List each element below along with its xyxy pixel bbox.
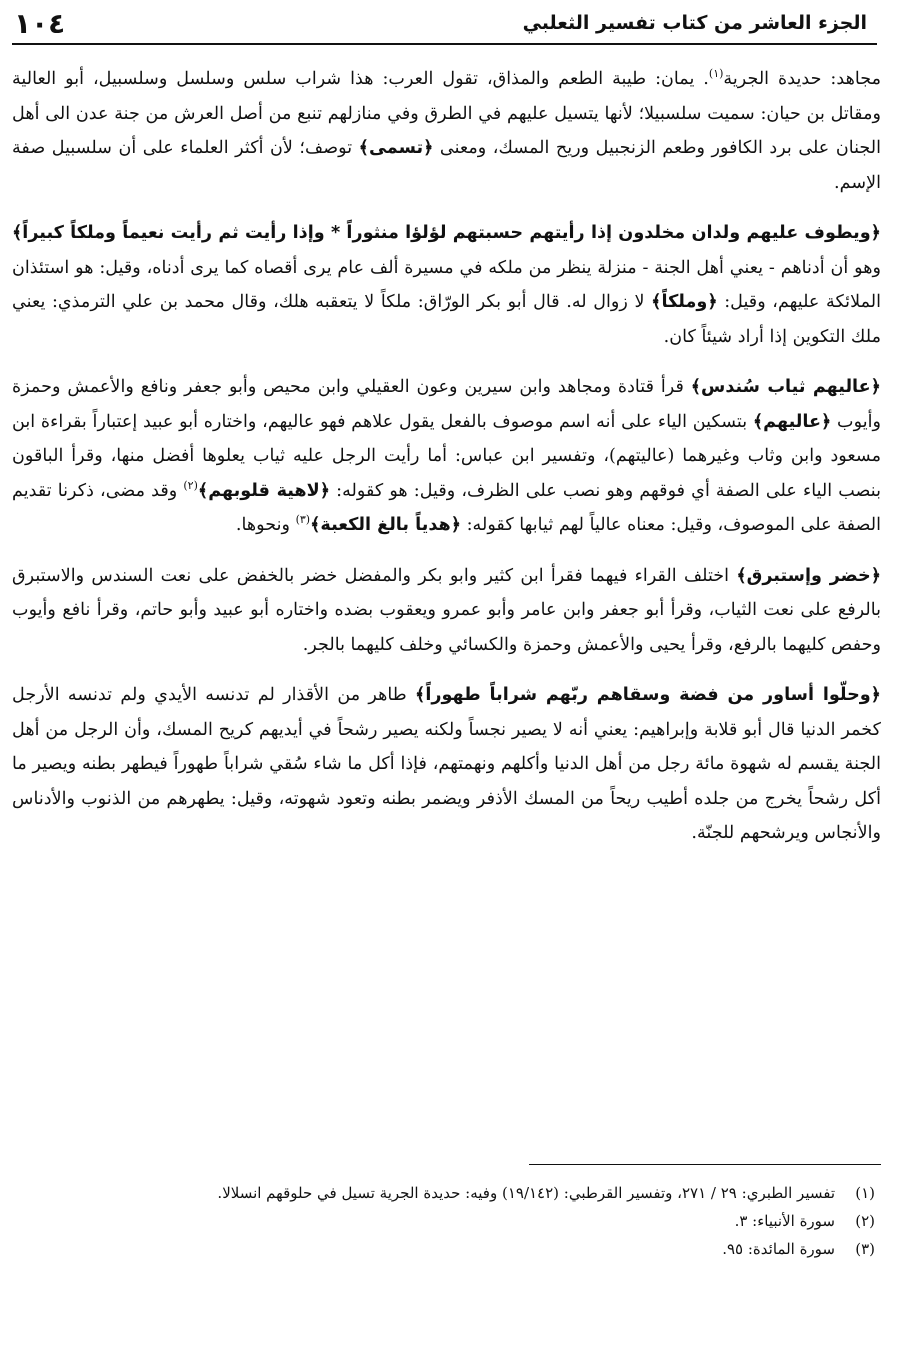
page-number: ١٠٤ <box>14 6 66 40</box>
text-run: بتسكين الياء على أنه اسم موصوف بالفعل يقول علاهم فهو عاليهم، واختاره أبو عبيد إعتباراً بقراءة ابن مسعود وابن وثاب وغيرهما (عاليتهم)، وتفسير ابن عباس: أما رأيت الرجل عليه ثياب يعلوها أفضل منها، وقرأ الباقون بنصب الياء على الصفة أي فوقهم وهو نصب على الظرف، وقيل: هو كقوله: <box>12 411 881 501</box>
quran-quote: ﴿تسمى﴾ <box>358 138 434 158</box>
page-header <box>14 6 867 40</box>
quran-quote: ﴿عاليهم﴾ <box>752 411 832 432</box>
paragraph <box>12 62 881 200</box>
paragraph <box>12 216 881 354</box>
footnote-separator <box>529 1164 881 1165</box>
quran-quote: ﴿هدياً بالغ الكعبة﴾ <box>310 515 462 535</box>
paragraph <box>12 559 881 663</box>
text-run: ونحوها. <box>235 515 296 535</box>
text-run: وهو أن أدناهم - يعني أهل الجنة - منزلة ينظر من ملكه في مسيرة ألف عام يرى أقصاه كما يرى أدناه، وقيل: هو استئذان الملائكة عليهم، وقيل: <box>12 257 881 312</box>
quran-quote: ﴿وملكاً﴾ <box>651 292 718 312</box>
footnote <box>24 1179 875 1207</box>
text-run: وقد مضى، ذكرنا تقديم الصفة على الموصوف، وقيل: معناه عالياً لهم ثيابها كقوله: <box>12 480 881 535</box>
text-run: . يمان: طيبة الطعم والمذاق، تقول العرب: هذا شراب سلس وسلسل وسلسبيل، أبو العالية ومقاتل بن حيان: سميت سلسبيلا؛ لأنها يتسيل عليهم في الطرق وفي منازلهم تنبع من أصل العرش من جنة عدن الى أهل الجنان على برد الكافور وطعم الزنجبيل وريح المسك، ومعنى <box>12 69 882 158</box>
text-run: قرأ قتادة ومجاهد وابن سيرين وعون العقيلي وابن محيص وأبو جعفر ونافع والأعمش وحمزة وأيوب <box>12 377 881 432</box>
footnotes <box>24 1179 875 1263</box>
header-rule <box>12 43 877 45</box>
footnote-marker: (٢) <box>183 478 198 492</box>
body-text <box>12 62 881 867</box>
paragraph <box>12 370 881 543</box>
text-run: مجاهد: حديدة الجرية <box>723 69 881 89</box>
footnote <box>24 1235 875 1263</box>
footnote-number: (١) <box>855 1184 875 1202</box>
text-run: اختلف القراء فيهما فقرأ ابن كثير وابو بكر والمفضل خضر بالخفض على نعت السندس والاستبرق بالرفع على نعت الثياب، وقرأ أبو جعفر وابن عامر وأبو عمرو ويعقوب بضده واختاره أبو عبيد وأبو حاتم، وقرأ نافع وأيوب وحفص كليهما بالرفع، وقرأ يحيى والأعمش وحمزة والكسائي وخلف كليهما بالجر. <box>12 565 881 655</box>
footnote <box>24 1207 875 1235</box>
footnote-marker: (١) <box>708 67 724 81</box>
quran-quote: ﴿عاليهم ثياب سُندس﴾ <box>690 377 881 397</box>
text-run: توصف؛ لأن أكثر العلماء على أن سلسبيل صفة الإسم. <box>12 138 881 193</box>
footnote-text: سورة الأنبياء: ٣. <box>734 1212 835 1230</box>
quran-quote: ﴿خضر وإستبرق﴾ <box>736 565 882 586</box>
footnote-text: تفسير الطبري: ٢٩ / ٢٧١، وتفسير القرطبي: (١٩/١٤٢) وفيه: حديدة الجرية تسيل في حلوقهم انسلالا. <box>217 1184 835 1202</box>
paragraph <box>12 678 881 851</box>
text-run: لا زوال له. قال أبو بكر الورّاق: ملكاً لا يتعقبه هلك، وقال محمد بن علي الترمذي: يعني ملك التكوين إذا أراد شيئاً كان. <box>12 292 881 347</box>
footnote-number: (٢) <box>855 1212 875 1230</box>
footnote-text: سورة المائدة: ٩٥. <box>722 1240 835 1258</box>
running-title: الجزء العاشر من كتاب تفسير الثعلبي <box>522 12 867 34</box>
text-run: طاهر من الأقذار لم تدنسه الأيدي ولم تدنسه الأرجل كخمر الدنيا قال أبو قلابة وإبراهيم: يعني أنه لا يصير نجساً ولكنه يصير رشحاً في أيديهم كريح المسك، وأن الرجل من أهل الجنة يقسم له شهوة مائة رجل من أهل الدنيا وأكلهم ونهمتهم، فإذا أكل ما شاء سُقي شراباً طهوراً فيطهر بطنه ويصير ما أكل رشحاً يخرج من جلده أطيب ريحاً من المسك الأذفر ويضمر بطنه وتعود شهوته، وقيل: يطهرهم من الذنوب والأدناس والأنجاس ويرشحهم للجنّة. <box>12 685 881 843</box>
quran-quote: ﴿لاهية قلوبهم﴾ <box>197 480 331 501</box>
footnote-marker: (٣) <box>295 513 311 527</box>
quran-quote: ﴿ويطوف عليهم ولدان مخلدون إذا رأيتهم حسبتهم لؤلؤا منثوراً * وإذا رأيت ثم رأيت نعيماً وملكاً كبيراً﴾ <box>12 223 881 243</box>
footnote-number: (٣) <box>855 1240 875 1258</box>
quran-quote: ﴿وحلّوا أساور من فضة وسقاهم ربّهم شراباً طهوراً﴾ <box>415 685 881 705</box>
